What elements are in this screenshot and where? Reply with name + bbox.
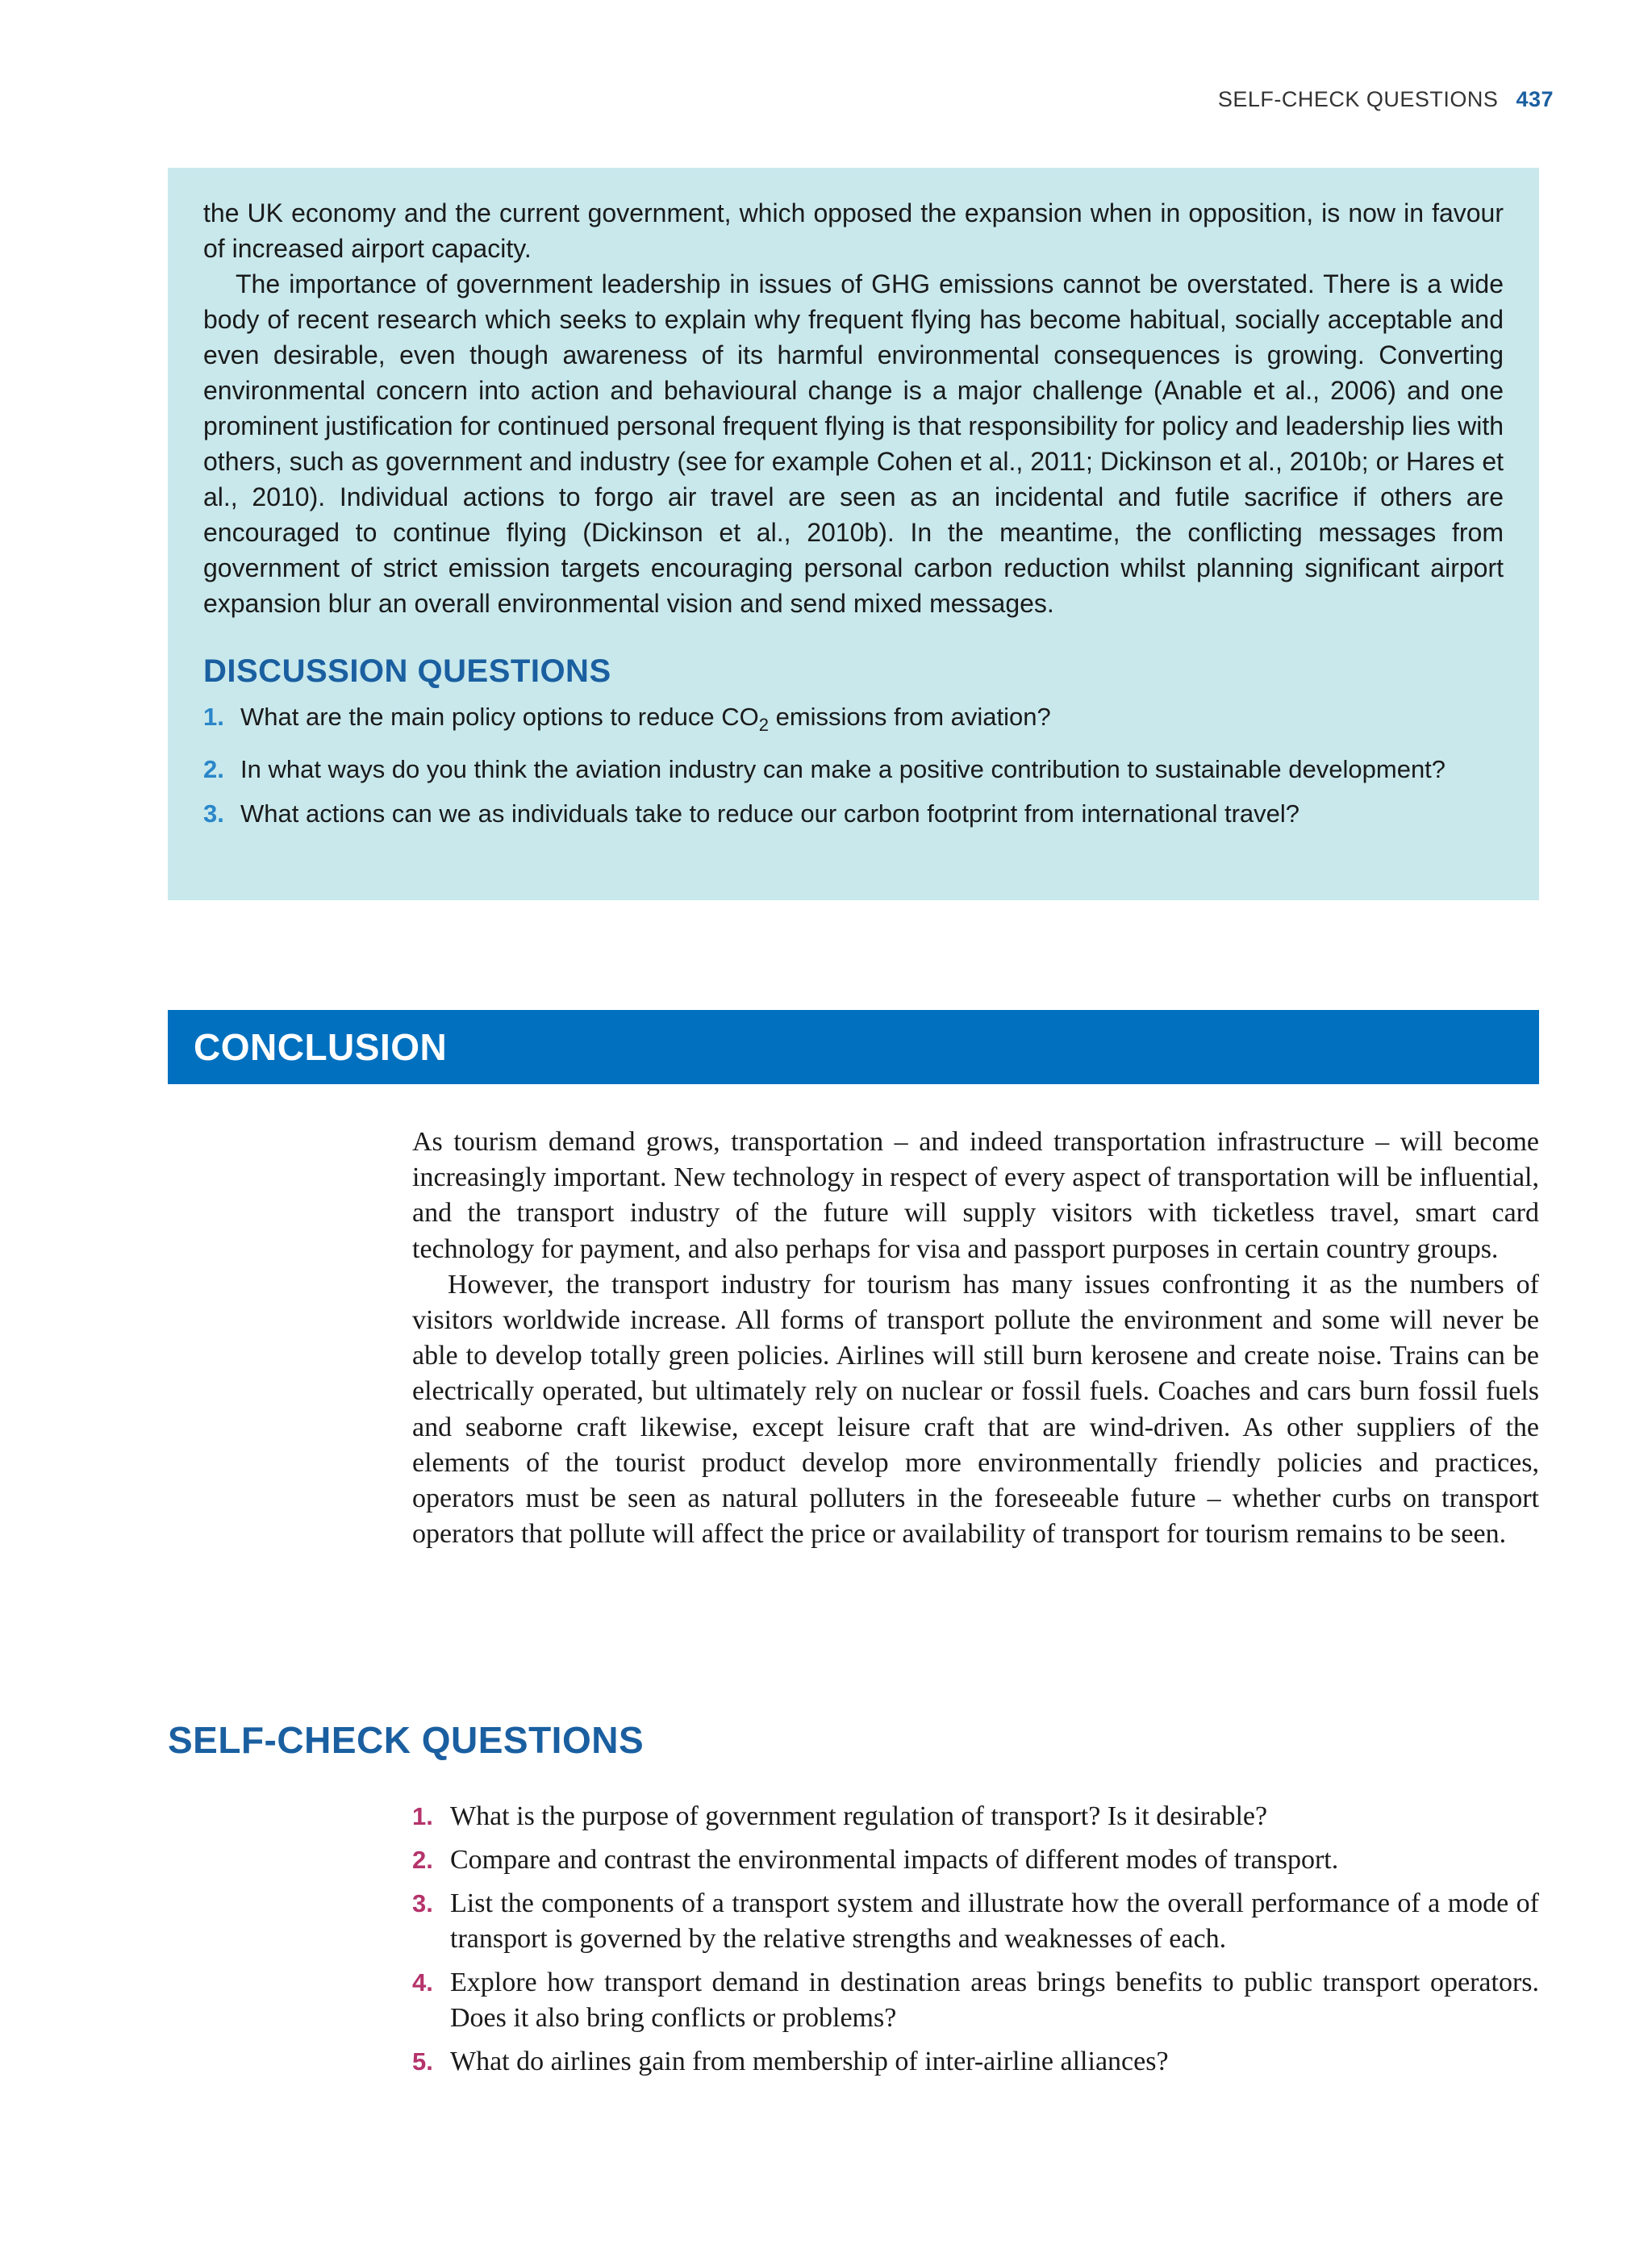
conclusion-paragraph: However, the transport industry for tourism has many issues confronting it as the numbers of visitors worldwide increase. All forms of transport pollute the environment and some will never be able to develop totally green policies. Airlines will still burn kerosene and create noise. Trains can be electrically operated, but ultimately rely on nuclear or fossil fuels. Coaches and cars burn fossil fuels and seaborne craft likewise, except leisure craft that are wind-driven. As other suppliers of the elements of the tourist product develop more environmentally friendly policies and practices, operators must be seen as natural polluters in the foreseeable future – whether curbs on transport operators that pollute will affect the price or availability of transport for tourism remains to be seen.	[412, 1269, 1539, 1550]
case-study-box	[168, 168, 1539, 900]
running-title: SELF-CHECK QUESTIONS	[1217, 87, 1499, 111]
question-number: 2.	[203, 755, 224, 784]
self-check-question: 5. What do airlines gain from membership of inter-airline alliances?	[412, 2044, 1539, 2080]
case-paragraph: the UK economy and the current government, which opposed the expansion when in opposition, is now in favour of increased airport capacity.	[203, 198, 1504, 263]
question-number: 1.	[203, 703, 224, 731]
discussion-questions-list	[203, 699, 1504, 832]
conclusion-heading: CONCLUSION	[168, 1010, 1539, 1084]
question-number: 4.	[412, 1968, 433, 1997]
self-check-heading: SELF-CHECK QUESTIONS	[168, 1719, 645, 1761]
discussion-question: 1. What are the main policy options to reduce $CO_2$ emissions from aviation?	[203, 699, 1504, 743]
page-number: 437	[1516, 87, 1554, 111]
discussion-question: 2. In what ways do you think the aviation industry can make a positive contribution to sustainable development?	[203, 752, 1504, 787]
question-number: 2.	[412, 1846, 433, 1874]
self-check-question: 1. What is the purpose of government regulation of transport? Is it desirable?	[412, 1799, 1539, 1834]
conclusion-body	[412, 1125, 1539, 1552]
self-check-question: 3. List the components of a transport system and illustrate how the overall performance of a mode of transport is governed by the relative strengths and weaknesses of each.	[412, 1886, 1539, 1957]
discussion-question: 3. What actions can we as individuals take to reduce our carbon footprint from international travel?	[203, 796, 1504, 832]
self-check-question: 2. Compare and contrast the environmental impacts of different modes of transport.	[412, 1842, 1539, 1878]
running-header	[1218, 87, 1554, 112]
discussion-heading: DISCUSSION QUESTIONS	[203, 653, 611, 689]
self-check-questions-list	[412, 1799, 1539, 2088]
question-number: 1.	[412, 1802, 433, 1830]
question-number: 3.	[412, 1889, 433, 1917]
self-check-question: 4. Explore how transport demand in destination areas brings benefits to public transport operators. Does it also bring conflicts or problems?	[412, 1965, 1539, 2036]
case-paragraph: The importance of government leadership in issues of GHG emissions cannot be overstated. There is a wide body of recent research which seeks to explain why frequent flying has become habitual, socially acceptable and even desirable, even though awareness of its harmful environmental consequences is growing. Converting environmental concern into action and behavioural change is a major challenge (Anable et al., 2006) and one prominent justification for continued personal frequent flying is that responsibility for policy and leadership lies with others, such as government and industry (see for example Cohen et al., 2011; Dickinson et al., 2010b; or Hares et al., 2010). Individual actions to forgo air travel are seen as an incidental and futile sacrifice if others are encouraged to continue flying (Dickinson et al., 2010b). In the meantime, the conflicting messages from government of strict emission targets encouraging personal carbon reduction whilst planning significant airport expansion blur an overall environmental vision and send mixed messages.	[203, 269, 1504, 618]
question-number: 5.	[412, 2047, 433, 2076]
conclusion-paragraph: As tourism demand grows, transportation – and indeed transportation infrastructure – will become increasingly important. New technology in respect of every aspect of transportation will be influential, and the transport industry of the future will supply visitors with ticketless travel, smart card technology for payment, and also perhaps for visa and passport purposes in certain country groups.	[412, 1127, 1539, 1264]
question-number: 3.	[203, 799, 224, 828]
